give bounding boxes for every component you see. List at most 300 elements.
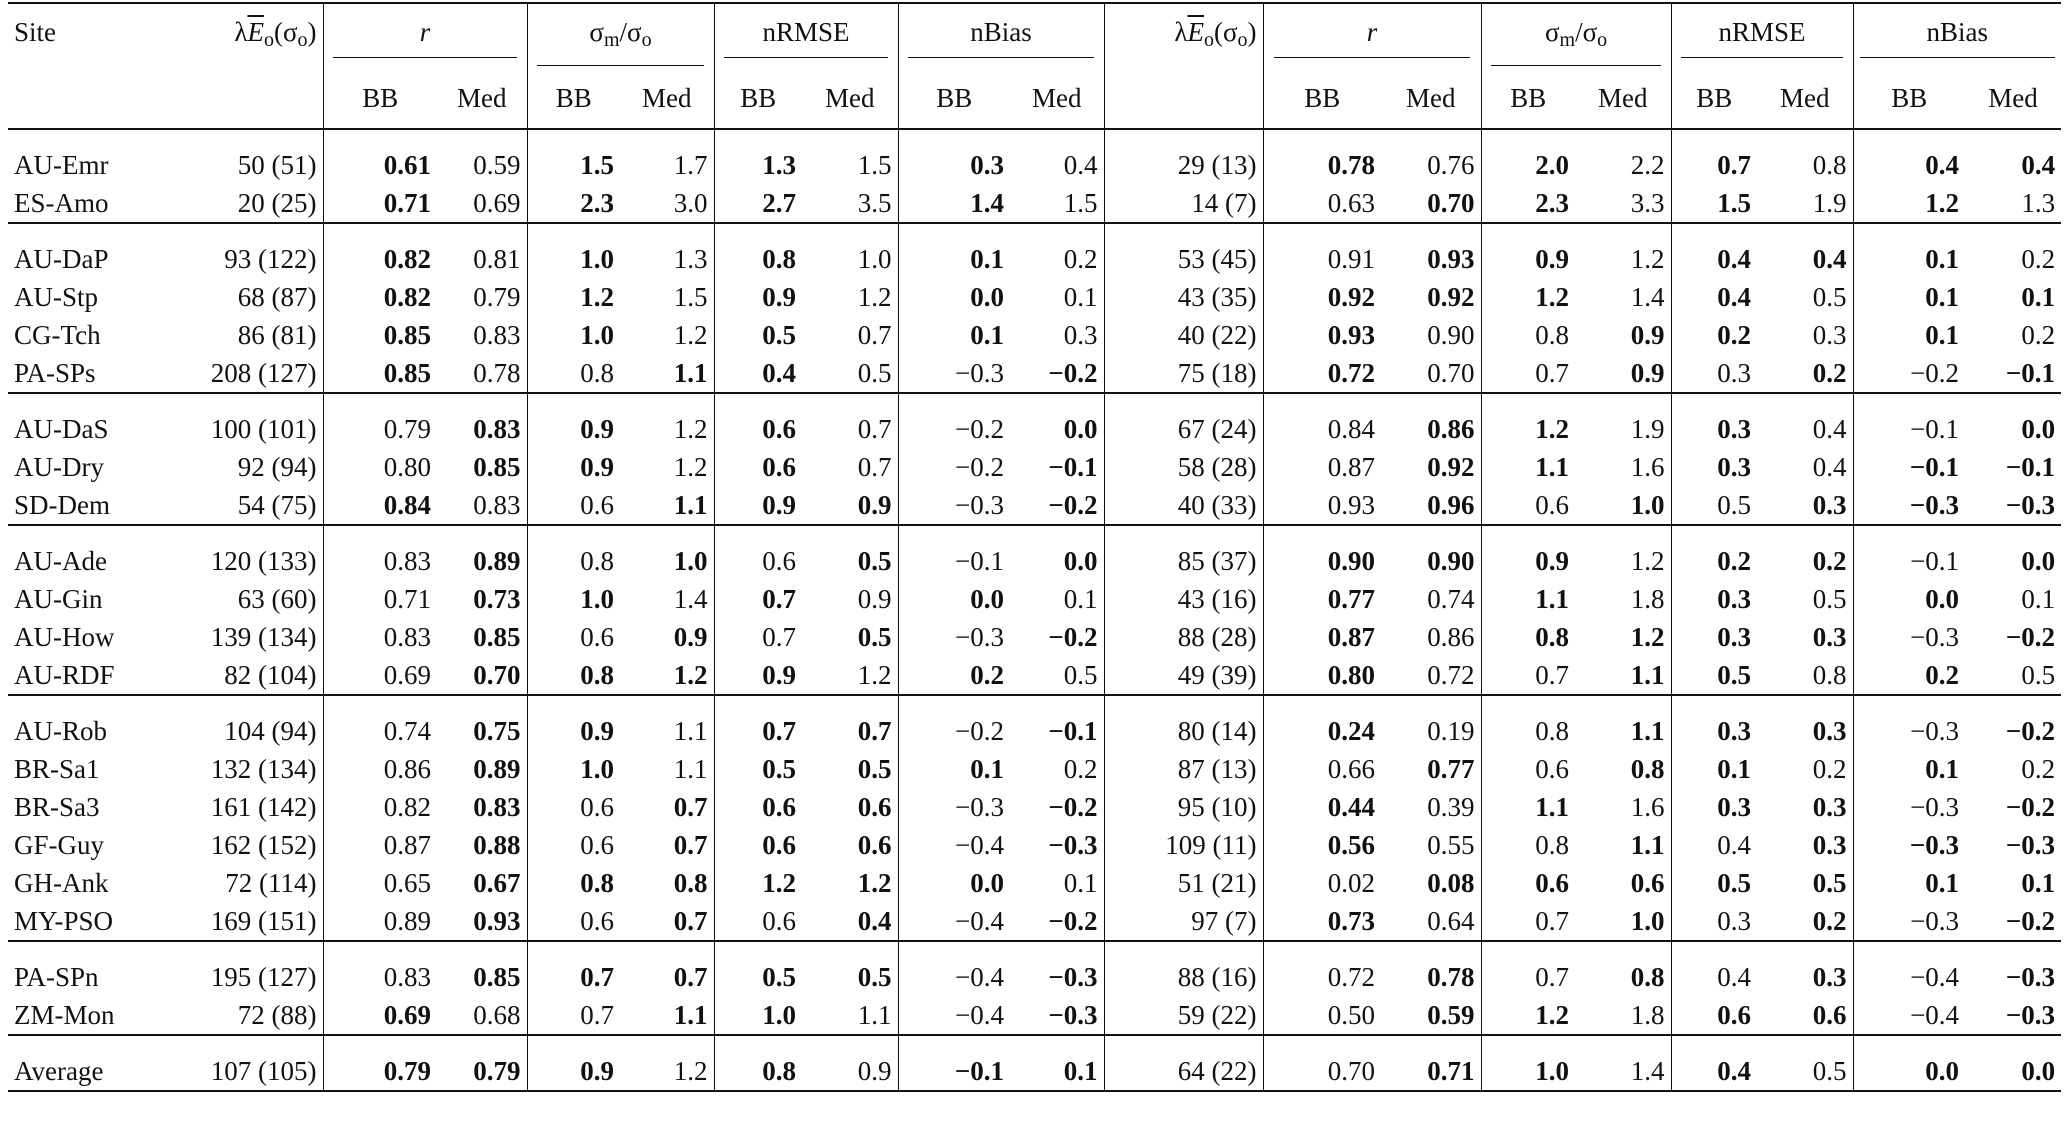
lambda-e-cell: 95 (10) [1104, 788, 1263, 826]
bb-value-cell: 0.6 [527, 788, 620, 826]
site-cell: AU-Ade [8, 525, 148, 580]
lambda-e-cell: 93 (122) [148, 223, 323, 278]
med-value-cell: 0.5 [1063, 660, 1098, 690]
site-cell: AU-Gin [14, 584, 103, 614]
med-value-cell: 0.7 [673, 792, 708, 822]
bb-value-cell: 0.6 [714, 393, 802, 448]
table-row [8, 486, 2061, 525]
med-value-cell: 1.9 [1575, 393, 1671, 448]
med-value-cell: 0.1 [2021, 282, 2056, 312]
bb-value-cell: 2.7 [714, 184, 802, 223]
bb-value-cell: 0.50 [1263, 996, 1381, 1035]
table-body [8, 129, 2061, 1091]
med-value-cell: 0.9 [802, 1035, 898, 1091]
bb-value-cell: 0.8 [1481, 826, 1575, 864]
bb-value-cell: 0.72 [1263, 354, 1381, 393]
lambda-e-cell: 67 (24) [1104, 393, 1263, 448]
med-value-cell: 0.0 [1965, 525, 2061, 580]
med-value-cell: 0.39 [1427, 792, 1475, 822]
med-value-cell: 0.69 [473, 188, 521, 218]
site-cell: BR-Sa1 [14, 754, 100, 784]
med-value-cell: 0.79 [473, 282, 521, 312]
bb-value-cell: 1.5 [1671, 184, 1757, 223]
med-value-cell: 0.7 [673, 906, 708, 936]
med-value-cell: 0.75 [437, 695, 527, 750]
med-value-cell: 1.0 [1630, 490, 1665, 520]
bb-value-cell: 0.9 [527, 448, 620, 486]
site-cell: AU-Rob [8, 695, 148, 750]
bb-value-cell: 0.87 [1263, 448, 1381, 486]
bb-value-cell: 0.70 [1263, 1035, 1381, 1091]
lambda-e-cell: 100 (101) [148, 393, 323, 448]
bb-value-cell: 0.7 [527, 996, 620, 1035]
site-cell: GH-Ank [14, 868, 109, 898]
lambda-e-cell: 75 (18) [1104, 354, 1263, 393]
header-nbias-1: nBias [898, 3, 1104, 68]
med-value-cell: −0.2 [1048, 358, 1098, 388]
med-value-cell: 0.68 [473, 1000, 521, 1030]
bb-value-cell: 0.69 [323, 656, 437, 695]
bb-value-cell: −0.3 [898, 486, 1010, 525]
bb-value-cell: 0.2 [1671, 525, 1757, 580]
lambda-e-cell: 50 (51) [148, 129, 323, 184]
med-value-cell: 0.4 [857, 906, 892, 936]
bb-value-cell: −0.2 [898, 695, 1010, 750]
bb-value-cell: 1.1 [1481, 788, 1575, 826]
site-cell: AU-Dry [14, 452, 104, 482]
med-value-cell: 0.6 [1812, 1000, 1847, 1030]
med-value-cell: 0.7 [857, 320, 892, 350]
lambda-e-cell: 88 (16) [1104, 941, 1263, 996]
lambda-e-cell: 208 (127) [210, 358, 317, 388]
med-value-cell: −0.1 [1048, 452, 1098, 482]
bb-value-cell: 0.82 [323, 788, 437, 826]
sub-med: Med [1757, 68, 1853, 129]
bb-value-cell: 0.93 [1263, 316, 1381, 354]
table-row [8, 1035, 2061, 1091]
bb-value-cell: 0.5 [714, 316, 802, 354]
bb-value-cell: 0.91 [1263, 223, 1381, 278]
lambda-e-cell: 72 (114) [225, 868, 317, 898]
med-value-cell: 1.4 [1575, 1035, 1671, 1091]
lambda-e-cell: 86 (81) [237, 320, 317, 350]
med-value-cell: 1.6 [1630, 792, 1665, 822]
med-value-cell: 0.3 [1757, 695, 1853, 750]
med-value-cell: 0.86 [1381, 393, 1481, 448]
bb-value-cell: 0.3 [1671, 393, 1757, 448]
med-value-cell: 0.7 [673, 830, 708, 860]
bb-value-cell: 2.3 [1481, 184, 1575, 223]
bb-value-cell: 0.9 [527, 393, 620, 448]
sub-med: Med [1010, 68, 1104, 129]
med-value-cell: 1.5 [802, 129, 898, 184]
med-value-cell: 0.5 [802, 525, 898, 580]
bb-value-cell: 0.90 [1263, 525, 1381, 580]
med-value-cell: 0.8 [1630, 754, 1665, 784]
med-value-cell: −0.3 [1048, 830, 1098, 860]
header-lambda-e-2: $\lambda\overline{E}_o(\sigma_o)$ [1104, 3, 1263, 68]
bb-value-cell: 0.44 [1263, 788, 1381, 826]
med-value-cell: −0.2 [1048, 906, 1098, 936]
bb-value-cell: 0.8 [714, 1035, 802, 1091]
bb-value-cell: 1.3 [714, 129, 802, 184]
bb-value-cell: −0.1 [898, 525, 1010, 580]
bb-value-cell: −0.3 [1853, 695, 1965, 750]
bb-value-cell: 0.80 [323, 448, 437, 486]
med-value-cell: −0.2 [1965, 695, 2061, 750]
med-value-cell: 0.77 [1427, 754, 1475, 784]
sub-bb: BB [898, 68, 1010, 129]
bb-value-cell: 1.0 [527, 316, 620, 354]
med-value-cell: 0.3 [1812, 320, 1847, 350]
med-value-cell: 0.6 [1630, 868, 1665, 898]
site-cell: Average [8, 1035, 148, 1091]
med-value-cell: 0.7 [857, 452, 892, 482]
med-value-cell: 0.74 [1427, 584, 1475, 614]
bb-value-cell: 0.8 [527, 354, 620, 393]
bb-value-cell: 0.1 [1671, 750, 1757, 788]
lambda-e-cell: 49 (39) [1104, 656, 1263, 695]
bb-value-cell: 0.0 [898, 864, 1010, 902]
med-value-cell: 0.1 [2021, 868, 2056, 898]
med-value-cell: 0.55 [1427, 830, 1475, 860]
bb-value-cell: −0.2 [898, 448, 1010, 486]
bb-value-cell: 0.2 [1671, 316, 1757, 354]
bb-value-cell: 0.7 [714, 618, 802, 656]
med-value-cell: 0.90 [1427, 320, 1475, 350]
header-nrmse-2: nRMSE [1671, 3, 1853, 68]
bb-value-cell: 0.79 [323, 393, 437, 448]
bb-value-cell: 0.3 [898, 129, 1010, 184]
bb-value-cell: 0.77 [1263, 580, 1381, 618]
med-value-cell: 0.8 [1575, 941, 1671, 996]
med-value-cell: 0.5 [1812, 282, 1847, 312]
bb-value-cell: 1.0 [527, 580, 620, 618]
med-value-cell: 1.1 [1630, 660, 1665, 690]
bb-value-cell: 0.85 [323, 316, 437, 354]
med-value-cell: 0.67 [473, 868, 521, 898]
bb-value-cell: 0.0 [1853, 580, 1965, 618]
bb-value-cell: 0.83 [323, 941, 437, 996]
site-cell: ZM-Mon [14, 1000, 115, 1030]
header-row-groups [8, 3, 2061, 68]
table-row [8, 354, 2061, 393]
med-value-cell: 1.0 [620, 525, 714, 580]
bb-value-cell: −0.4 [1853, 941, 1965, 996]
bb-value-cell: 0.65 [323, 864, 437, 902]
med-value-cell: 0.72 [1427, 660, 1475, 690]
table-row [8, 750, 2061, 788]
bb-value-cell: 0.6 [527, 826, 620, 864]
bb-value-cell: 0.0 [898, 580, 1010, 618]
med-value-cell: 0.8 [1757, 129, 1853, 184]
site-cell: AU-DaS [8, 393, 148, 448]
med-value-cell: 3.3 [1630, 188, 1665, 218]
bb-value-cell: 0.6 [527, 486, 620, 525]
med-value-cell: 1.1 [673, 1000, 708, 1030]
med-value-cell: 0.86 [1427, 622, 1475, 652]
med-value-cell: 0.85 [437, 941, 527, 996]
header-nrmse-1: nRMSE [714, 3, 898, 68]
med-value-cell: 1.8 [1630, 1000, 1665, 1030]
med-value-cell: 0.9 [857, 584, 892, 614]
bb-value-cell: 0.9 [714, 656, 802, 695]
bb-value-cell: −0.3 [898, 354, 1010, 393]
med-value-cell: 0.2 [1965, 223, 2061, 278]
bb-value-cell: 0.3 [1671, 580, 1757, 618]
med-value-cell: 0.88 [473, 830, 521, 860]
header-lambda-e-1: $\lambda\overline{E}_o(\sigma_o)$ [148, 3, 323, 68]
sub-med: Med [437, 68, 527, 129]
bb-value-cell: 0.3 [1671, 618, 1757, 656]
med-value-cell: 0.5 [1812, 868, 1847, 898]
lambda-e-cell: 72 (88) [237, 1000, 317, 1030]
med-value-cell: 0.3 [1812, 830, 1847, 860]
table-row [8, 996, 2061, 1035]
site-cell: GF-Guy [14, 830, 105, 860]
lambda-e-cell: 53 (45) [1104, 223, 1263, 278]
med-value-cell: 0.70 [1427, 358, 1475, 388]
med-value-cell: −0.1 [2005, 358, 2056, 388]
bb-value-cell: 0.7 [714, 580, 802, 618]
med-value-cell: −0.2 [1048, 490, 1098, 520]
med-value-cell: 0.0 [1965, 1035, 2061, 1091]
sub-bb: BB [1481, 68, 1575, 129]
med-value-cell: 0.08 [1427, 868, 1475, 898]
bb-value-cell: 0.6 [527, 902, 620, 941]
table-row [8, 695, 2061, 750]
med-value-cell: 1.2 [1630, 622, 1665, 652]
bb-value-cell: 0.8 [1481, 316, 1575, 354]
header-sigma-1: $\sigma_m/\sigma_o$ [527, 3, 714, 68]
med-value-cell: 0.78 [473, 358, 521, 388]
bb-value-cell: 0.9 [527, 695, 620, 750]
bb-value-cell: 0.84 [323, 486, 437, 525]
med-value-cell: 0.19 [1381, 695, 1481, 750]
bb-value-cell: −0.1 [1853, 393, 1965, 448]
med-value-cell: 3.5 [857, 188, 892, 218]
bb-value-cell: 0.6 [714, 525, 802, 580]
med-value-cell: 0.1 [1063, 868, 1098, 898]
bb-value-cell: 0.1 [898, 223, 1010, 278]
med-value-cell: 1.1 [673, 490, 708, 520]
table-row [8, 902, 2061, 941]
site-cell: MY-PSO [14, 906, 114, 936]
med-value-cell: 0.3 [1063, 320, 1098, 350]
med-value-cell: 0.71 [1381, 1035, 1481, 1091]
med-value-cell: 1.5 [1063, 188, 1098, 218]
med-value-cell: 1.0 [1630, 906, 1665, 936]
bb-value-cell: 1.0 [527, 223, 620, 278]
bb-value-cell: 0.86 [323, 750, 437, 788]
med-value-cell: 0.7 [802, 393, 898, 448]
med-value-cell: 0.3 [1757, 941, 1853, 996]
med-value-cell: 3.0 [673, 188, 708, 218]
med-value-cell: 1.2 [673, 660, 708, 690]
bb-value-cell: 0.5 [714, 941, 802, 996]
bb-value-cell: 2.0 [1481, 129, 1575, 184]
lambda-e-cell: 104 (94) [148, 695, 323, 750]
med-value-cell: 1.2 [620, 1035, 714, 1091]
bb-value-cell: 0.69 [323, 996, 437, 1035]
bb-value-cell: −0.3 [898, 788, 1010, 826]
bb-value-cell: 0.4 [1671, 278, 1757, 316]
lambda-e-cell: 43 (35) [1104, 278, 1263, 316]
sub-bb: BB [527, 68, 620, 129]
table-row [8, 618, 2061, 656]
site-cell: PA-SPn [8, 941, 148, 996]
bb-value-cell: 1.2 [1481, 393, 1575, 448]
med-value-cell: 1.1 [620, 695, 714, 750]
header-row-sub [8, 68, 2061, 129]
bb-value-cell: 0.6 [714, 448, 802, 486]
bb-value-cell: 0.7 [527, 941, 620, 996]
med-value-cell: 1.1 [673, 754, 708, 784]
bb-value-cell: −0.3 [1853, 618, 1965, 656]
site-cell: ES-Amo [14, 188, 109, 218]
sub-bb: BB [1671, 68, 1757, 129]
lambda-e-cell: 109 (11) [1104, 826, 1263, 864]
lambda-e-cell: 51 (21) [1104, 864, 1263, 902]
bb-value-cell: 0.8 [527, 864, 620, 902]
med-value-cell: 1.6 [1630, 452, 1665, 482]
med-value-cell: 0.4 [1812, 452, 1847, 482]
bb-value-cell: 0.9 [1481, 223, 1575, 278]
bb-value-cell: 0.2 [898, 656, 1010, 695]
bb-value-cell: 0.61 [323, 129, 437, 184]
bb-value-cell: −0.3 [1853, 902, 1965, 941]
site-cell: AU-Stp [14, 282, 99, 312]
med-value-cell: 0.85 [473, 622, 521, 652]
med-value-cell: −0.3 [2005, 490, 2056, 520]
bb-value-cell: 0.84 [1263, 393, 1381, 448]
med-value-cell: 1.2 [857, 868, 892, 898]
bb-value-cell: 1.2 [527, 278, 620, 316]
site-cell: AU-DaP [8, 223, 148, 278]
bb-value-cell: 0.8 [714, 223, 802, 278]
bb-value-cell: 0.7 [1671, 129, 1757, 184]
med-value-cell: 0.9 [1630, 320, 1665, 350]
site-cell: PA-SPs [14, 358, 96, 388]
bb-value-cell: 0.1 [1853, 864, 1965, 902]
med-value-cell: 0.5 [1757, 1035, 1853, 1091]
med-value-cell: 1.7 [620, 129, 714, 184]
bb-value-cell: 0.5 [1671, 486, 1757, 525]
bb-value-cell: 0.9 [1481, 525, 1575, 580]
bb-value-cell: 0.74 [323, 695, 437, 750]
bb-value-cell: 0.1 [1853, 223, 1965, 278]
med-value-cell: 0.9 [857, 490, 892, 520]
med-value-cell: 0.79 [437, 1035, 527, 1091]
bb-value-cell: −0.1 [1853, 448, 1965, 486]
header-r-2: r [1263, 3, 1481, 68]
table-row [8, 393, 2061, 448]
lambda-e-cell: 132 (134) [210, 754, 317, 784]
med-value-cell: 0.85 [473, 452, 521, 482]
med-value-cell: 1.3 [2021, 188, 2056, 218]
bb-value-cell: 2.3 [527, 184, 620, 223]
header-sigma-2: $\sigma_m/\sigma_o$ [1481, 3, 1671, 68]
lambda-e-cell: 161 (142) [210, 792, 317, 822]
sub-bb: BB [1263, 68, 1381, 129]
bb-value-cell: 0.80 [1263, 656, 1381, 695]
med-value-cell: 0.1 [2021, 584, 2056, 614]
bb-value-cell: 0.66 [1263, 750, 1381, 788]
med-value-cell: 0.5 [2021, 660, 2056, 690]
med-value-cell: 0.5 [802, 941, 898, 996]
med-value-cell: −0.3 [2005, 1000, 2056, 1030]
med-value-cell: 0.73 [473, 584, 521, 614]
bb-value-cell: 0.82 [323, 223, 437, 278]
bb-value-cell: 0.85 [323, 354, 437, 393]
med-value-cell: 0.70 [473, 660, 521, 690]
med-value-cell: 0.83 [473, 490, 521, 520]
med-value-cell: 0.89 [473, 754, 521, 784]
bb-value-cell: 0.1 [898, 316, 1010, 354]
med-value-cell: 0.5 [857, 358, 892, 388]
sub-med: Med [802, 68, 898, 129]
header-nbias-2: nBias [1853, 3, 2061, 68]
lambda-e-cell: 97 (7) [1104, 902, 1263, 941]
bb-value-cell: 0.7 [1481, 902, 1575, 941]
sub-med: Med [620, 68, 714, 129]
bb-value-cell: 0.4 [1671, 223, 1757, 278]
med-value-cell: 0.6 [857, 830, 892, 860]
med-value-cell: 0.3 [1812, 622, 1847, 652]
table-row [8, 129, 2061, 184]
bb-value-cell: 1.2 [1481, 278, 1575, 316]
site-cell: AU-How [14, 622, 115, 652]
med-value-cell: 0.83 [437, 393, 527, 448]
bb-value-cell: 0.6 [527, 618, 620, 656]
bb-value-cell: 0.7 [1481, 354, 1575, 393]
med-value-cell: −0.2 [2005, 622, 2056, 652]
bb-value-cell: 1.2 [1853, 184, 1965, 223]
med-value-cell: 1.2 [673, 452, 708, 482]
bb-value-cell: 0.6 [1481, 750, 1575, 788]
lambda-e-cell: 82 (104) [224, 660, 317, 690]
lambda-e-cell: 85 (37) [1104, 525, 1263, 580]
lambda-e-cell: 68 (87) [237, 282, 317, 312]
bb-value-cell: 0.2 [1853, 656, 1965, 695]
lambda-e-cell: 59 (22) [1104, 996, 1263, 1035]
bb-value-cell: 0.71 [323, 580, 437, 618]
bb-value-cell: 0.92 [1263, 278, 1381, 316]
bb-value-cell: 1.2 [714, 864, 802, 902]
bb-value-cell: −0.2 [1853, 354, 1965, 393]
med-value-cell: 1.1 [1630, 830, 1665, 860]
bb-value-cell: 0.6 [1481, 486, 1575, 525]
table-row [8, 223, 2061, 278]
bb-value-cell: 0.89 [323, 902, 437, 941]
bb-value-cell: 0.6 [1481, 864, 1575, 902]
med-value-cell: 0.0 [1010, 393, 1104, 448]
med-value-cell: 0.7 [620, 941, 714, 996]
sub-med: Med [1965, 68, 2061, 129]
med-value-cell: 0.2 [1812, 754, 1847, 784]
med-value-cell: 0.7 [802, 695, 898, 750]
bb-value-cell: 0.02 [1263, 864, 1381, 902]
table-row [8, 788, 2061, 826]
med-value-cell: −0.2 [1048, 792, 1098, 822]
bb-value-cell: 0.8 [1481, 695, 1575, 750]
med-value-cell: 0.6 [857, 792, 892, 822]
med-value-cell: 0.5 [1812, 584, 1847, 614]
med-value-cell: 1.4 [673, 584, 708, 614]
bb-value-cell: 0.3 [1671, 354, 1757, 393]
bb-value-cell: 0.24 [1263, 695, 1381, 750]
bb-value-cell: 0.1 [898, 750, 1010, 788]
